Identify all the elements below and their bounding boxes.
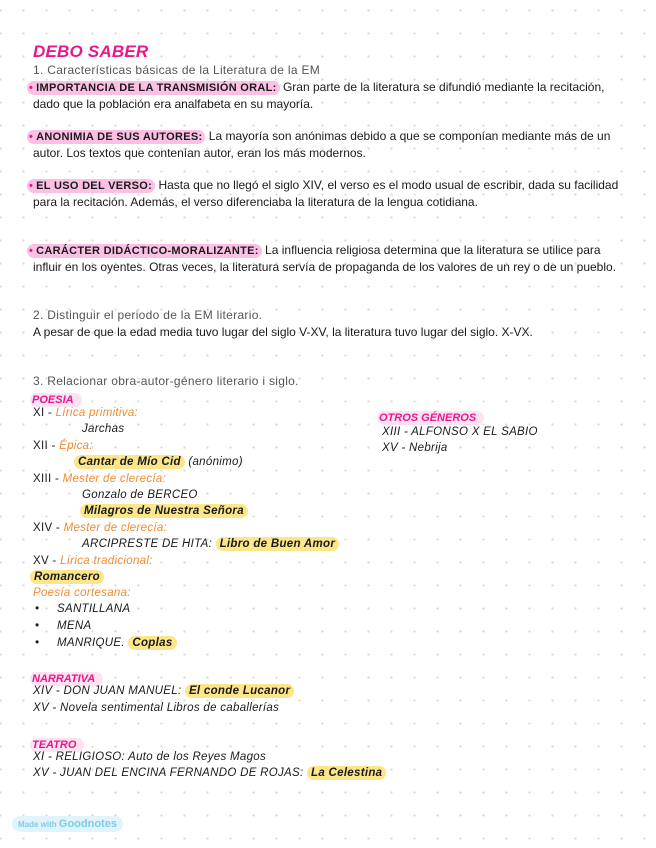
poesia-xiv: XIV - Mester de clerecía: (33, 522, 168, 534)
bullet-icon: • (35, 603, 40, 615)
page-title: DEBO SABER (33, 42, 149, 61)
poesia-xv: XV - Lírica tradicional: (33, 555, 153, 567)
author-berceo: Gonzalo de BERCEO (82, 489, 198, 501)
bullet-dot-icon: • (29, 180, 34, 192)
work-milagros: Milagros de Nuestra Señora (80, 505, 248, 517)
poesia-xi: XI - Lírica primitiva: (33, 407, 139, 419)
bullet-dot-icon: • (29, 82, 34, 94)
answer-2: A pesar de que la edad media tuvo lugar del siglo V-XV, la literatura tuvo lugar del siglo. X-VX. (33, 325, 533, 339)
teatro-line-1: XI - RELIGIOSO: Auto de los Reyes Magos (33, 751, 267, 763)
question-1: 1. Características básicas de la Literatura de la EM (33, 63, 321, 77)
list-item: • SANTILLANA (35, 603, 131, 615)
question-3: 3. Relacionar obra-autor-género literario i siglo. (33, 374, 299, 388)
highlight-label: • ANONIMIA DE SUS AUTORES: (27, 130, 205, 144)
teatro-line-2: XV - JUAN DEL ENCINA FERNANDO DE ROJAS: La Celestina (33, 767, 386, 779)
poesia-cortesana-label: Poesía cortesana: (33, 587, 131, 599)
section-label-teatro: TEATRO (30, 738, 84, 752)
list-item: • MENA (35, 620, 92, 632)
otros-line: XV - Nebrija (382, 442, 448, 454)
bullet-dot-icon: • (29, 245, 34, 257)
otros-line: XIII - ALFONSO X EL SABIO (382, 426, 538, 438)
point-didactico: • CARÁCTER DIDÁCTICO-MORALIZANTE: La influencia religiosa determina que la literatura se utilice para influir en los oyentes. Otras veces, la literatura servía de propaganda de los valores de un rey o de un pueblo. (29, 243, 617, 274)
section-label-poesia: POESIA (30, 393, 82, 407)
point-uso-verso: • EL USO DEL VERSO: Hasta que no llegó el siglo XIV, el verso es el modo usual de escribir, dada su facilidad para la recitación. Además, el verso diferenciaba la literatura de la lengua cotidiana. (29, 178, 619, 209)
poesia-xiii: XIII - Mester de clerecía: (33, 473, 167, 485)
highlight-label: • IMPORTANCIA DE LA TRANSMISIÓN ORAL: (27, 81, 280, 95)
section-label-otros: OTROS GÉNEROS (377, 411, 484, 425)
narrativa-line-2: XV - Novela sentimental Libros de caballerías (33, 702, 280, 714)
highlight-label: • EL USO DEL VERSO: (27, 179, 155, 193)
question-2: 2. Distinguir el periodo de la EM literario. (33, 308, 263, 322)
poesia-xii: XII - Épica: (33, 440, 93, 452)
made-with-goodnotes-badge: Made with Goodnotes (12, 816, 123, 832)
bullet-dot-icon: • (29, 131, 34, 143)
point-anonimia: • ANONIMIA DE SUS AUTORES: La mayoría son anónimas debido a que se componían mediante más de un autor. Los textos que contenían autor, eran los más modernos. (29, 129, 611, 160)
work-jarchas: Jarchas (82, 423, 125, 435)
narrativa-line-1: XIV - DON JUAN MANUEL: El conde Lucanor (33, 685, 294, 697)
point-transmision-oral: • IMPORTANCIA DE LA TRANSMISIÓN ORAL: Gran parte de la literatura se difundió mediante la recitación, dado que la población era analfabeta en su mayoría. (29, 80, 605, 111)
work-cantar-mio-cid: Cantar de Mío Cid (anónimo) (74, 456, 243, 468)
bullet-icon: • (35, 620, 40, 632)
work-libro-buen-amor: ARCIPRESTE DE HITA: Libro de Buen Amor (82, 538, 339, 550)
highlight-label: • CARÁCTER DIDÁCTICO-MORALIZANTE: (27, 244, 262, 258)
section-label-narrativa: NARRATIVA (30, 672, 103, 686)
list-item: • MANRIQUE. Coplas (35, 637, 177, 649)
bullet-icon: • (35, 637, 40, 649)
work-romancero: Romancero (30, 571, 104, 583)
